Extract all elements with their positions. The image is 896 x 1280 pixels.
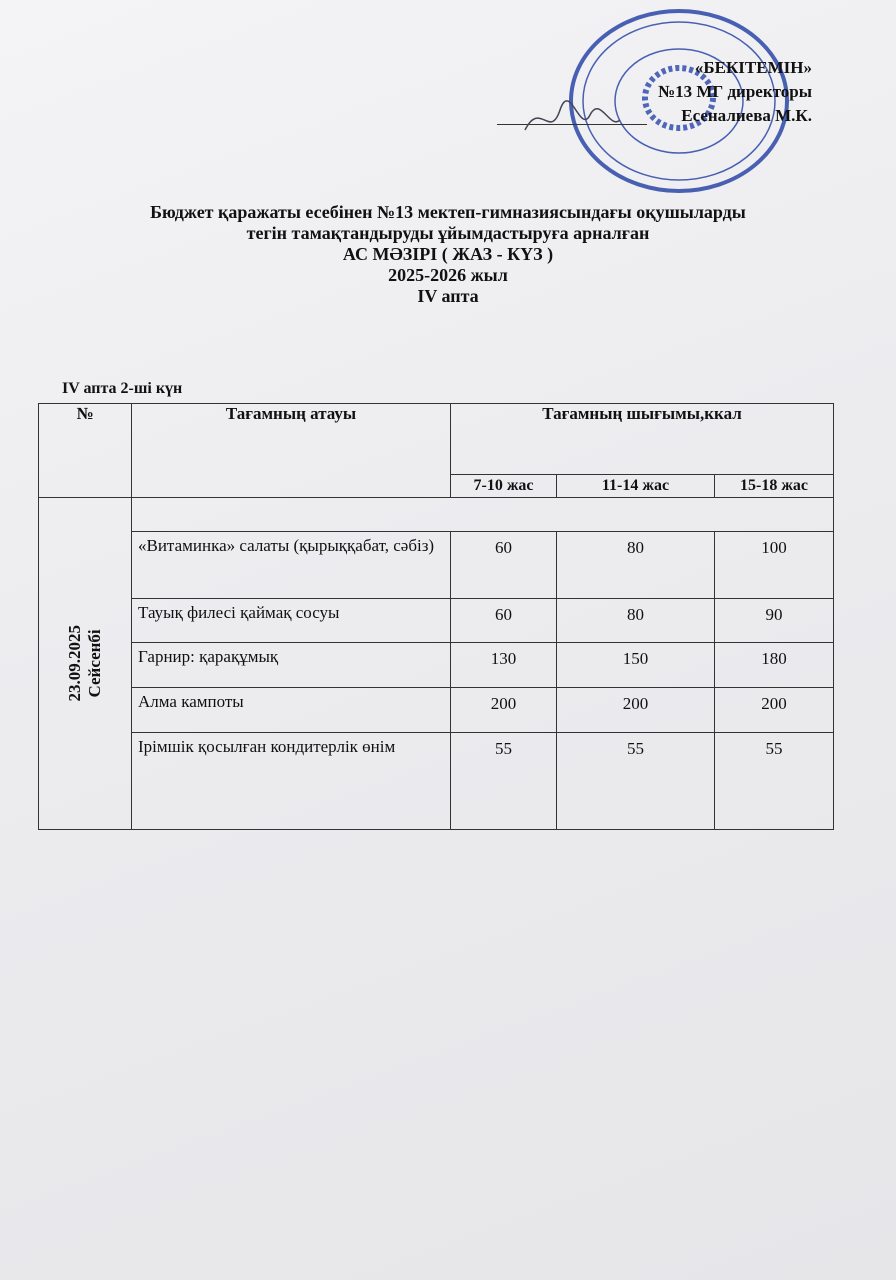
approval-position: №13 МГ директоры: [658, 82, 812, 101]
title-line: Бюджет қаражаты есебінен №13 мектеп-гимназиясындағы оқушыларды: [150, 202, 746, 222]
kcal-value: 60: [451, 599, 557, 643]
kcal-value: 80: [557, 599, 715, 643]
kcal-value: 55: [715, 733, 834, 830]
kcal-value: 90: [715, 599, 834, 643]
approval-heading: «БЕКІТЕМІН»: [694, 58, 812, 77]
menu-table: [38, 403, 834, 830]
table-row: [39, 688, 834, 733]
dish-name: Алма кампоты: [132, 688, 451, 733]
day-label: IV апта 2-ші күн: [62, 380, 183, 397]
title-year: 2025-2026 жыл: [388, 265, 508, 285]
dish-name: «Витаминка» салаты (қырыққабат, сәбіз): [132, 532, 451, 599]
title-line: тегін тамақтандыруды ұйымдастыруға арналған: [246, 223, 650, 243]
kcal-value: 100: [715, 532, 834, 599]
table-row: [39, 733, 834, 830]
dish-name: Ірімшік қосылған кондитерлік өнім: [132, 733, 451, 830]
kcal-value: 55: [557, 733, 715, 830]
dish-name: Тауық филесі қаймақ сосуы: [132, 599, 451, 643]
title-week: IV апта: [417, 286, 479, 306]
header-age: 11-14 жас: [557, 475, 715, 498]
approval-block: [658, 56, 812, 128]
date: 23.09.2025: [65, 625, 84, 702]
kcal-value: 200: [557, 688, 715, 733]
empty-row: [132, 498, 834, 532]
header-age: 15-18 жас: [715, 475, 834, 498]
header-age: 7-10 жас: [451, 475, 557, 498]
header-no: №: [39, 404, 132, 498]
signature: [520, 90, 630, 150]
approval-name: Есеналиева М.К.: [681, 106, 812, 125]
header-name: Тағамның атауы: [132, 404, 451, 498]
kcal-value: 180: [715, 643, 834, 688]
kcal-value: 150: [557, 643, 715, 688]
kcal-value: 55: [451, 733, 557, 830]
kcal-value: 200: [715, 688, 834, 733]
header-yield: Тағамның шығымы,ккал: [451, 404, 834, 475]
document-title: [0, 202, 896, 307]
table-row: [39, 599, 834, 643]
kcal-value: 130: [451, 643, 557, 688]
table-row: [39, 532, 834, 599]
dish-name: Гарнир: қарақұмық: [132, 643, 451, 688]
weekday: Сейсенбі: [85, 629, 104, 698]
kcal-value: 200: [451, 688, 557, 733]
date-cell: [39, 498, 132, 830]
kcal-value: 80: [557, 532, 715, 599]
table-row: [39, 643, 834, 688]
kcal-value: 60: [451, 532, 557, 599]
title-line: АС МӘЗІРІ ( ЖАЗ - КҮЗ ): [342, 244, 554, 264]
